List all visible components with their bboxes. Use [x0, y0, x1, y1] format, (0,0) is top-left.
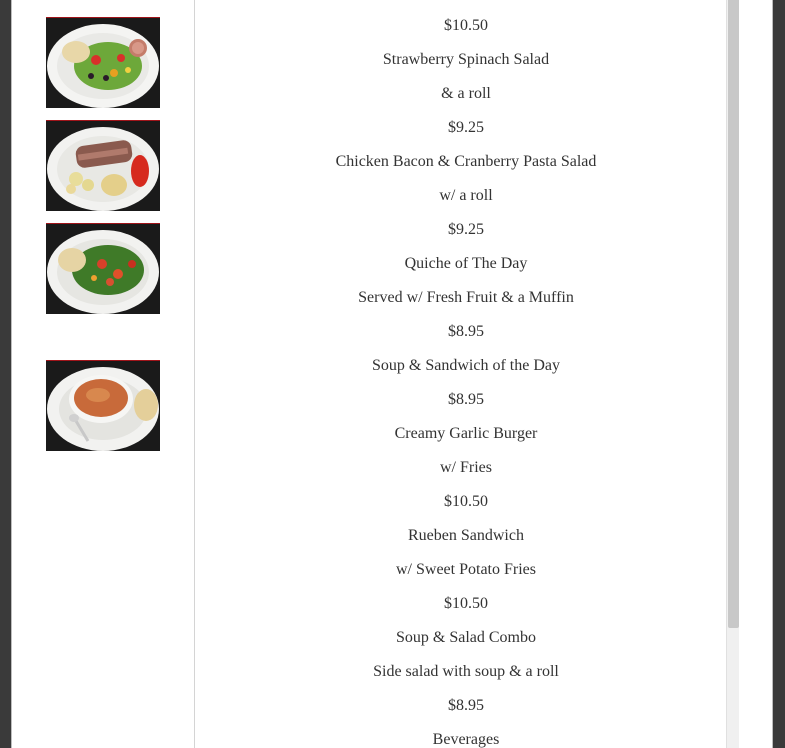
menu-line: Strawberry Spinach Salad: [382, 51, 550, 68]
photo-sidebar: [12, 0, 195, 748]
roast-beef-plate-photo[interactable]: [46, 120, 160, 211]
menu-line: & a roll: [441, 85, 491, 102]
menu-line: $10.50: [444, 493, 488, 510]
menu-line: $8.95: [448, 391, 484, 408]
menu-line: Chicken Bacon & Cranberry Pasta Salad: [335, 153, 597, 170]
menu-line: Quiche of The Day: [404, 255, 528, 272]
menu-line: w/ a roll: [439, 187, 493, 204]
spinach-salad-plate-photo[interactable]: [46, 223, 160, 314]
menu-line: $9.25: [448, 221, 484, 238]
content-frame: [11, 0, 773, 748]
menu-line: $10.50: [444, 17, 488, 34]
menu-line: Side salad with soup & a roll: [373, 663, 559, 680]
menu-line: Rueben Sandwich: [408, 527, 524, 544]
menu-line: w/ Sweet Potato Fries: [396, 561, 536, 578]
menu-line: w/ Fries: [440, 459, 492, 476]
menu-scrollbar[interactable]: [726, 0, 739, 748]
menu-line: Served w/ Fresh Fruit & a Muffin: [358, 289, 574, 306]
menu-line: $10.50: [444, 595, 488, 612]
menu-line: $8.95: [448, 697, 484, 714]
menu-line: Creamy Garlic Burger: [394, 425, 538, 442]
scrollbar-thumb[interactable]: [728, 0, 739, 628]
salad-plate-photo[interactable]: [46, 17, 160, 108]
soup-bowl-photo[interactable]: [46, 360, 160, 451]
menu-panel: [196, 0, 726, 748]
menu-line: $8.95: [448, 323, 484, 340]
column-divider: [194, 0, 195, 748]
menu-line: Beverages: [432, 731, 500, 748]
menu-line: $9.25: [448, 119, 484, 136]
menu-list: [196, 9, 726, 748]
menu-line: Soup & Salad Combo: [395, 629, 536, 646]
menu-line: Soup & Sandwich of the Day: [372, 357, 560, 374]
